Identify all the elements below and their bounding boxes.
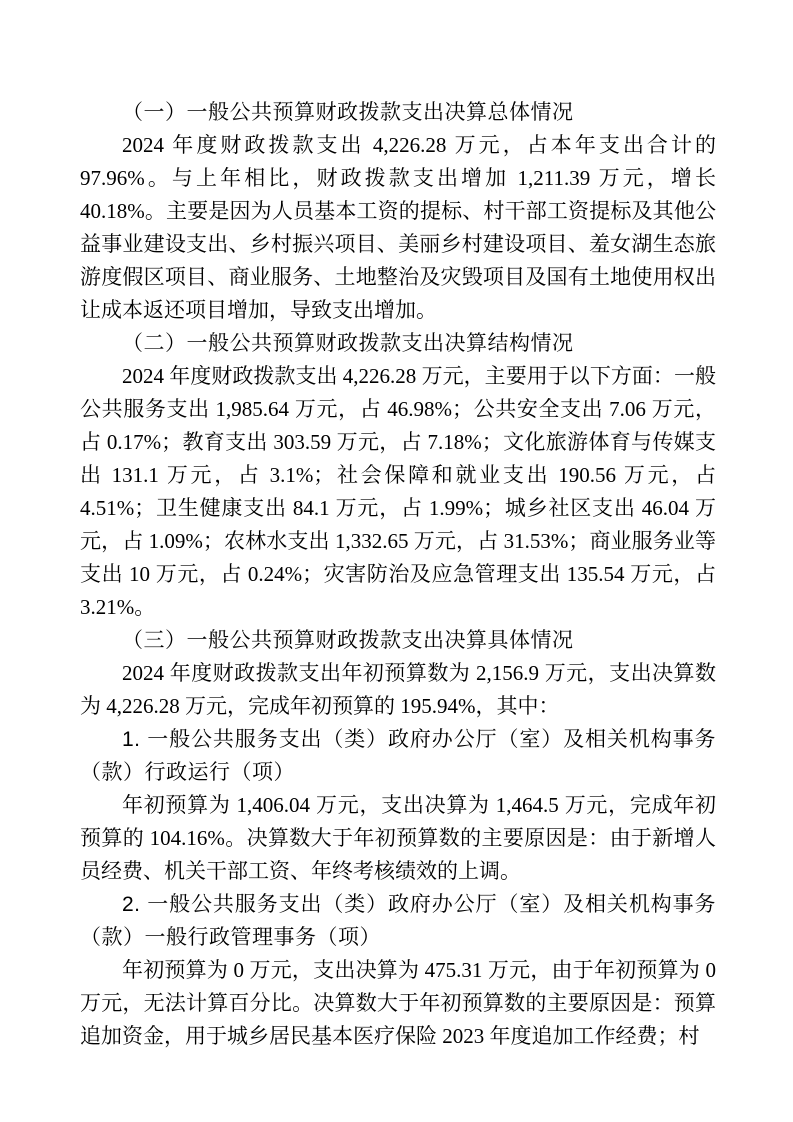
paragraph-structure: 2024 年度财政拨款支出 4,226.28 万元，主要用于以下方面：一般公共服务支出 1,985.64 万元，占 46.98%；公共安全支出 7.06 万元，占 0.17%；教育支出 303.59 万元，占 7.18%；文化旅游体育与传媒支出 131.1 万元，占 3.1%；社会保障和就业支出 190.56 万元，占 4.51%；卫生健康支出 84.1 万元，占 1.99%；城乡社区支出 46.04 万元，占 1.09%；农林水支出 1,332.65 万元，占 31.53%；商业服务业等支出 10 万元，占 0.24%；灾害防治及应急管理支出 135.54 万元，占 3.21%。 [80, 364, 716, 619]
section-heading-3: （三）一般公共预算财政拨款支出决算具体情况 [122, 629, 574, 652]
paragraph-subsection-1: 年初预算为 1,406.04 万元，支出决算为 1,464.5 万元，完成年初预算的 104.16%。决算数大于年初预算数的主要原因是：由于新增人员经费、机关干部工资、年终考核绩效的上调。 [80, 793, 716, 883]
subsection-heading-1: 1. 一般公共服务支出（类）政府办公厅（室）及相关机构事务（款）行政运行（项） [80, 728, 716, 784]
document-content [80, 96, 716, 1053]
subsection-heading-2: 2. 一般公共服务支出（类）政府办公厅（室）及相关机构事务（款）一般行政管理事务（项） [80, 893, 716, 949]
section-heading-2: （二）一般公共预算财政拨款支出决算结构情况 [122, 332, 574, 355]
paragraph-subsection-2: 年初预算为 0 万元，支出决算为 475.31 万元，由于年初预算为 0 万元，无法计算百分比。决算数大于年初预算数的主要原因是：预算追加资金，用于城乡居民基本医疗保险 2023 年度追加工作经费；村 [80, 958, 716, 1048]
section-heading-1: （一）一般公共预算财政拨款支出决算总体情况 [122, 101, 574, 124]
paragraph-overview: 2024 年度财政拨款支出 4,226.28 万元，占本年支出合计的 97.96%。与上年相比，财政拨款支出增加 1,211.39 万元，增长 40.18%。主要是因为人员基本工资的提标、村干部工资提标及其他公益事业建设支出、乡村振兴项目、美丽乡村建设项目、羞女湖生态旅游度假区项目、商业服务、土地整治及灾毁项目及国有土地使用权出让成本返还项目增加，导致支出增加。 [80, 133, 716, 322]
paragraph-detail-intro: 2024 年度财政拨款支出年初预算数为 2,156.9 万元，支出决算数为 4,226.28 万元，完成年初预算的 195.94%，其中： [80, 661, 716, 718]
